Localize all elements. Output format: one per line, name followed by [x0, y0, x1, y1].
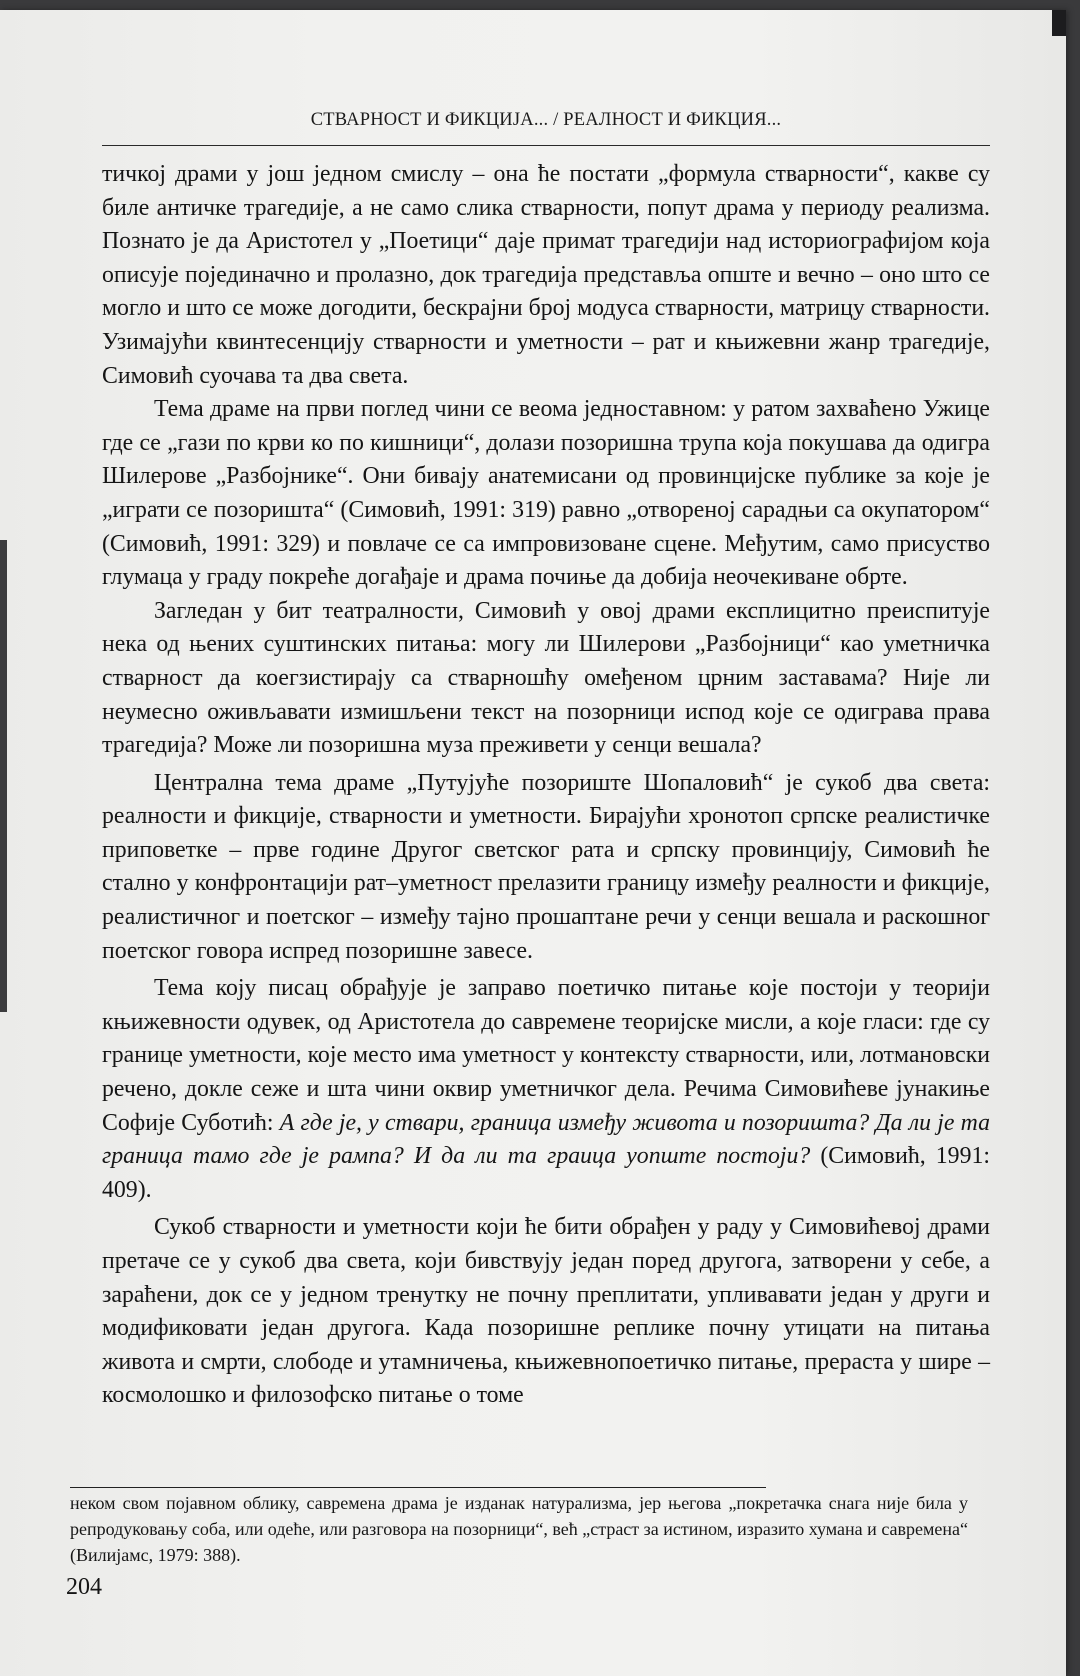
paragraph-text: Загледан у бит театралности, Симовић у овој драми експлицитно преиспитује нека од њених суштинских питања: могу ли Шилерови „Разбојници“ као уметничка стварност да коегзистирају са стварношћу омеђеном црним заставама? Није ли неумесно оживљавати измишљени текст на позорници испод које се одиграва права трагедија? Може ли позоришна муза преживети у сенци вешала?	[102, 597, 990, 759]
footnote-rule	[70, 1487, 766, 1488]
book-page	[0, 10, 1066, 1676]
header-rule	[102, 145, 990, 146]
running-head: СТВАРНОСТ И ФИКЦИЈА... / РЕАЛНОСТ И ФИКЦИЯ...	[310, 110, 782, 130]
paragraph-text: Централна тема драме „Путујуће позориште Шопаловић“ је сукоб два света: реалности и фикције, стварности и уметности. Бирајући хронотоп српске реалистичке приповетке – прве године Другог светског рата и српску провинцију, Симовић ће стално у конфронтацији рат–уметност прелазити границу између реалности и фикције, реалистичног и поетског – између тајно прошаптане речи у сенци вешала и раскошног поетског говора испред позоришне завесе.	[102, 769, 990, 964]
paragraph	[102, 595, 990, 763]
paragraph-text: Тема коју писац обрађује је заправо поетичко питање које постоји у теорији књижевности одувек, од Аристотела до савремене теоријске мисли, а које гласи: где су границе уметности, које место има уметност у контексту стварности, или, лотмановски речено, докле сеже и шта чини оквир уметничког дела. Речима Симовићеве јунакиње Софије Суботић:	[102, 975, 990, 1136]
paragraph-text: (Симовић, 1991: 409).	[102, 1143, 990, 1203]
body-text	[102, 158, 990, 1413]
italic-quote: А где је, у ствари, граница између живота и позоришта? Да ли је та граница тамо где је рампа? И да ли та граица уопште постоји?	[102, 1109, 990, 1170]
paragraph-text: Сукоб стварности и уметности који ће бити обрађен у раду у Симовићевој драми претаче се у сукоб два света, који бивствују један поред другога, затворени у себе, а зараћени, док се у једном тренутку не почну преплитати, упливавати један у други и модификовати један другога. Када позоришне реплике почну утицати на питања живота и смрти, слободе и утамничења, књижевнопоетичко питање, прераста у шире – космолошко и филозофско питање о томе	[102, 1214, 990, 1409]
paragraph-text: тичкој драми у још једном смислу – она ће постати „формула стварности“, какве су биле античке трагедије, а не само слика стварности, попут драма у периоду реализма. Познато је да Аристотел у „Поетици“ даје примат трагедији над историографијом која описује појединачно и пролазно, док трагедија представља опште и вечно – оно што се могло и што се може догодити, бескрајни број модуса стварности, матрицу стварности. Узимајући квинтесенцију стварности и уметности – рат и књижевни жанр трагедије, Симовић суочава та два света.	[102, 161, 990, 389]
paragraph	[102, 393, 990, 595]
paragraph	[102, 767, 990, 969]
footnote-text: неком свом појавном облику, савремена драма је изданак натурализма, јер његова „покретачка снага није била у репродуковању соба, или одеће, или разговора на позорници“, већ „страст за истином, изразито хумана и савремена“ (Вилијамс, 1979: 388).	[70, 1493, 968, 1565]
paragraph	[102, 972, 990, 1207]
page-edge-tab	[0, 540, 7, 1012]
paragraph-text: Тема драме на први поглед чини се веома једноставном: у ратом захваћено Ужице где се „гази по крви ко по кишници“, долази позоришна трупа која покушава да одигра Шилерове „Разбојнике“. Они бивају анатемисани од провинцијске публике за које је „играти се позоришта“ (Симовић, 1991: 319) равно „отвореној сарадњи са окупатором“ (Симовић, 1991: 329) и повлаче се са импровизоване сцене. Међутим, само присуство глумаца у граду покреће догађаје и драма почиње да добија неочекиване обрте.	[102, 396, 990, 591]
footnote	[70, 1490, 968, 1568]
page-corner-shadow	[1052, 10, 1066, 36]
paragraph	[102, 1211, 990, 1413]
paragraph	[102, 158, 990, 393]
page-number: 204	[66, 1574, 102, 1600]
